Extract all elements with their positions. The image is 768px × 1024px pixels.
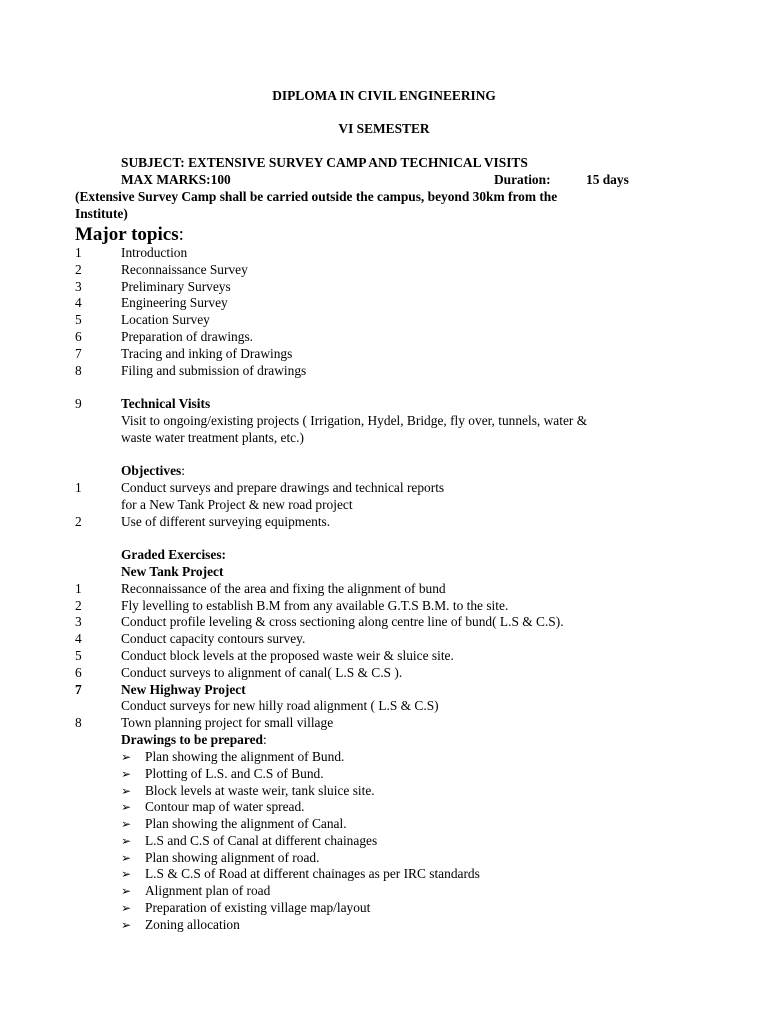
exercise-text: Conduct capacity contours survey.: [121, 631, 306, 646]
arrow-bullet-icon: ➢: [121, 901, 132, 915]
exercise-text: Conduct block levels at the proposed waste weir & sluice site.: [121, 648, 454, 663]
drawing-item-text: Zoning allocation: [145, 917, 240, 932]
objectives-label: Objectives: [121, 463, 182, 478]
technical-visits-line-2: waste water treatment plants, etc.): [121, 430, 304, 445]
drawing-item-text: Plan showing the alignment of Canal.: [145, 816, 347, 831]
town-planning-number: 8: [75, 715, 82, 730]
town-planning-text: Town planning project for small village: [121, 715, 334, 730]
drawing-item: [121, 783, 375, 799]
topic-number: 8: [75, 363, 82, 378]
topic-number: 7: [75, 346, 82, 361]
arrow-bullet-icon: ➢: [121, 918, 132, 932]
drawing-item-text: L.S and C.S of Canal at different chainages: [145, 833, 378, 848]
arrow-bullet-icon: ➢: [121, 851, 132, 865]
topic-text: Preparation of drawings.: [121, 329, 254, 344]
topic-text: Reconnaissance Survey: [121, 262, 248, 277]
arrow-bullet-icon: ➢: [121, 767, 132, 781]
duration-value: 15 days: [586, 172, 629, 187]
arrow-bullet-icon: ➢: [121, 800, 132, 814]
topic-number: 6: [75, 329, 82, 344]
technical-visits-number: 9: [75, 396, 82, 411]
technical-visits-line-1: Visit to ongoing/existing projects ( Irrigation, Hydel, Bridge, fly over, tunnels, water &: [121, 413, 588, 428]
drawings-label: Drawings to be prepared: [121, 732, 263, 747]
arrow-bullet-icon: ➢: [121, 750, 132, 764]
technical-visits-heading: Technical Visits: [121, 396, 211, 411]
exercise-number: 1: [75, 581, 82, 596]
drawing-item-text: Plotting of L.S. and C.S of Bund.: [145, 766, 324, 781]
arrow-bullet-icon: ➢: [121, 784, 132, 798]
drawing-item-text: L.S & C.S of Road at different chainages as per IRC standards: [145, 866, 480, 881]
drawing-item-text: Plan showing alignment of road.: [145, 850, 320, 865]
new-highway-project-heading: New Highway Project: [121, 682, 246, 697]
semester-heading: VI SEMESTER: [338, 121, 430, 136]
camp-note-line-1: (Extensive Survey Camp shall be carried outside the campus, beyond 30km from the: [75, 189, 558, 204]
objective-number: 1: [75, 480, 82, 495]
drawings-heading: [121, 732, 267, 748]
major-topics-colon: :: [178, 224, 184, 245]
exercise-text: Reconnaissance of the area and fixing the alignment of bund: [121, 581, 446, 596]
topic-text: Engineering Survey: [121, 295, 228, 310]
drawings-colon: :: [262, 732, 267, 747]
exercise-number: 3: [75, 614, 82, 629]
arrow-bullet-icon: ➢: [121, 867, 132, 881]
topic-text: Tracing and inking of Drawings: [121, 346, 293, 361]
drawing-item: [121, 883, 270, 899]
topic-number: 5: [75, 312, 82, 327]
exercise-number: 4: [75, 631, 82, 646]
drawing-item-text: Plan showing the alignment of Bund.: [145, 749, 345, 764]
topic-number: 2: [75, 262, 82, 277]
drawing-item: [121, 749, 344, 765]
arrow-bullet-icon: ➢: [121, 884, 132, 898]
drawing-item: [121, 833, 377, 849]
drawing-item: [121, 816, 347, 832]
duration-label: Duration:: [494, 172, 551, 187]
drawing-item: [121, 917, 240, 933]
document-title: DIPLOMA IN CIVIL ENGINEERING: [272, 88, 496, 103]
exercise-text: Conduct profile leveling & cross sectioning along centre line of bund( L.S & C.S).: [121, 614, 564, 629]
drawing-item-text: Preparation of existing village map/layout: [145, 900, 371, 915]
topic-text: Preliminary Surveys: [121, 279, 231, 294]
subject-line: SUBJECT: EXTENSIVE SURVEY CAMP AND TECHNICAL VISITS: [121, 155, 528, 170]
topic-number: 1: [75, 245, 82, 260]
objective-number: 2: [75, 514, 82, 529]
drawing-item: [121, 799, 305, 815]
exercise-text: Conduct surveys to alignment of canal( L.S & C.S ).: [121, 665, 403, 680]
drawing-item-text: Block levels at waste weir, tank sluice site.: [145, 783, 375, 798]
new-tank-project-heading: New Tank Project: [121, 564, 224, 579]
objective-text: Use of different surveying equipments.: [121, 514, 331, 529]
topic-text: Location Survey: [121, 312, 210, 327]
topic-number: 4: [75, 295, 82, 310]
topic-text: Introduction: [121, 245, 188, 260]
drawing-item: [121, 866, 480, 882]
highway-exercise-text: Conduct surveys for new hilly road alignment ( L.S & C.S): [121, 698, 439, 713]
arrow-bullet-icon: ➢: [121, 817, 132, 831]
exercise-number: 6: [75, 665, 82, 680]
objective-text-continued: for a New Tank Project & new road project: [121, 497, 353, 512]
topic-number: 3: [75, 279, 82, 294]
highway-number: 7: [75, 682, 82, 697]
objectives-heading: [121, 463, 185, 479]
exercise-number: 2: [75, 598, 82, 613]
drawing-item-text: Contour map of water spread.: [145, 799, 305, 814]
major-topics-label: Major topics: [75, 224, 179, 245]
graded-exercises-heading: Graded Exercises:: [121, 547, 226, 562]
exercise-text: Fly levelling to establish B.M from any available G.T.S B.M. to the site.: [121, 598, 509, 613]
camp-note-line-2: Institute): [75, 206, 128, 221]
major-topics-heading: [75, 224, 184, 246]
arrow-bullet-icon: ➢: [121, 834, 132, 848]
exercise-number: 5: [75, 648, 82, 663]
objectives-colon: :: [181, 463, 185, 478]
drawing-item: [121, 766, 324, 782]
max-marks: MAX MARKS:100: [121, 172, 231, 187]
drawing-item: [121, 900, 370, 916]
objective-text: Conduct surveys and prepare drawings and technical reports: [121, 480, 445, 495]
topic-text: Filing and submission of drawings: [121, 363, 307, 378]
drawing-item: [121, 850, 319, 866]
drawing-item-text: Alignment plan of road: [145, 883, 271, 898]
